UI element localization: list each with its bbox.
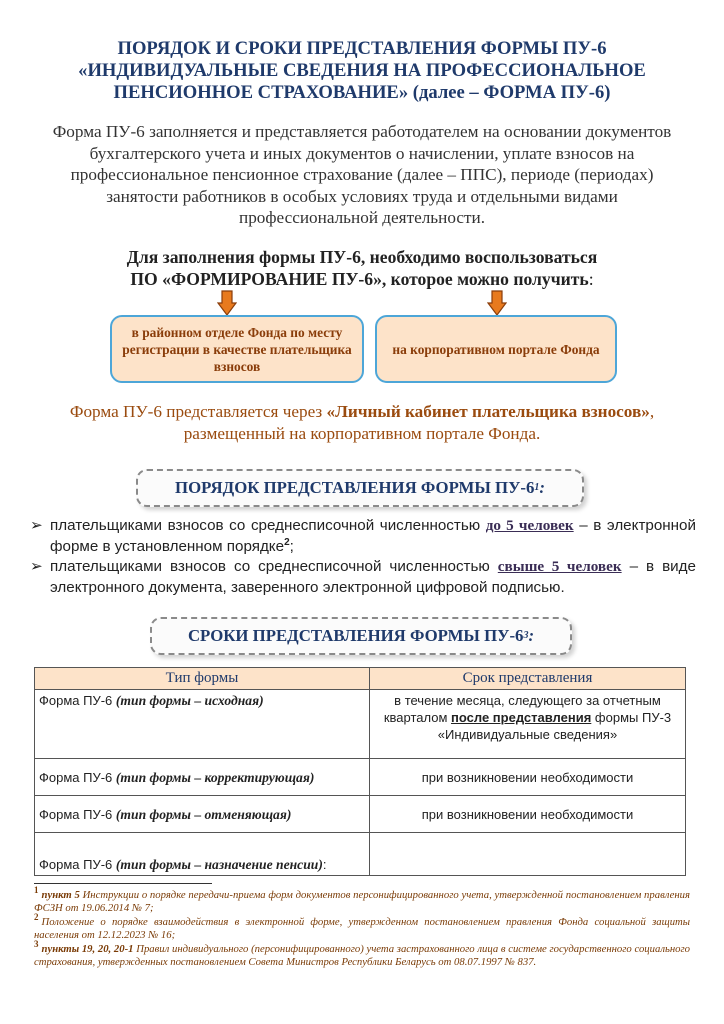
form-type: (тип формы – назначение пенсии): [115, 857, 323, 872]
software-heading-line-2: [60, 268, 664, 290]
title-line-1: ПОРЯДОК И СРОКИ ПРЕДСТАВЛЕНИЯ ФОРМЫ ПУ-6: [117, 38, 607, 59]
title-line-3: ПЕНСИОННОЕ СТРАХОВАНИЕ» (далее – ФОРМА ПУ-6): [113, 82, 611, 103]
form-colon: :: [322, 857, 327, 872]
arrow-bullet-icon: ➢: [30, 517, 43, 534]
footnote-number: 3: [34, 939, 39, 950]
term-emphasis: после представления: [451, 710, 592, 725]
list-item: [30, 516, 696, 557]
form-name: Форма ПУ-6: [39, 769, 116, 785]
software-heading-colon: :: [588, 269, 594, 289]
term-cell: [370, 690, 686, 759]
lk-link-name: «Личный кабинет плательщика взносов»: [326, 402, 650, 421]
table-row: [35, 796, 686, 833]
term-cell: при возникновении необходимости: [370, 796, 686, 833]
software-heading-line-1: Для заполнения формы ПУ-6, необходимо воспользоваться: [126, 247, 598, 267]
lk-after: , размещенный на корпоративном портале Фонда.: [183, 402, 655, 443]
bullet-text: плательщиками взносов со среднесписочной численностью: [50, 558, 498, 575]
terms-table: [34, 667, 686, 876]
terms-heading-colon: :: [528, 626, 535, 645]
footnote-text: Положение о порядке взаимодействия в электронной форме, утвержденном постановлением правления Фонда социальной защиты населения от 12.12.2023 № 16;: [34, 915, 690, 942]
form-type-cell: [35, 690, 370, 759]
footnote-number: 2: [34, 912, 39, 923]
table-row: [35, 759, 686, 796]
arrow-down-icon: [217, 290, 237, 316]
footnote-text: Инструкции о порядке передачи-приема форм документов персонифицированного учета, утвержденной постановлением правления ФСЗН от 19.06.2014 № 7;: [34, 889, 690, 915]
lk-before: Форма ПУ-6 представляется через: [69, 402, 327, 421]
bullet-text: плательщиками взносов со среднесписочной численностью: [50, 517, 486, 534]
table-row: [35, 833, 686, 876]
footnote-divider: [34, 883, 212, 884]
footnote-item: [34, 939, 691, 970]
form-type-cell: [35, 759, 370, 796]
order-list: [30, 516, 696, 598]
footnote-item: [34, 885, 690, 916]
footnote-ref: 2: [284, 536, 290, 548]
form-name: Форма ПУ-6: [39, 693, 116, 708]
footnote-lead: пункты 19, 20, 20-1: [41, 942, 134, 955]
footnotes: [34, 885, 691, 969]
form-type-cell: [35, 796, 370, 833]
option-corporate-portal: на корпоративном портале Фонда: [375, 315, 617, 383]
list-item: [30, 557, 696, 598]
bullet-emphasis: до 5 человек: [485, 517, 574, 534]
term-cell: при возникновении необходимости: [370, 759, 686, 796]
order-section-heading: ПОРЯДОК ПРЕДСТАВЛЕНИЯ ФОРМЫ ПУ-6 1 :: [136, 469, 584, 507]
bullet-end: ;: [289, 537, 294, 555]
column-header-term: Срок представления: [370, 668, 686, 690]
footnote-lead: пункт 5: [41, 889, 80, 901]
intro-paragraph: Форма ПУ-6 заполняется и представляется работодателем на основании документов бухгалтерского учета и иных документов о начислении, уплате взносов на профессиональное пенсионное страхование (далее – ППС), периоде (периодах) занятости работников в особых условиях труда и отдельными видами профессиональной деятельности.: [52, 122, 672, 227]
column-header-form-type: Тип формы: [35, 668, 370, 690]
terms-heading-text: СРОКИ ПРЕДСТАВЛЕНИЯ ФОРМЫ ПУ-6: [187, 626, 524, 645]
title-line-2: «ИНДИВИДУАЛЬНЫЕ СВЕДЕНИЯ НА ПРОФЕССИОНАЛЬНОЕ: [78, 60, 646, 81]
footnote-item: [34, 912, 690, 943]
order-heading-colon: :: [539, 478, 545, 497]
term-cell: [370, 833, 686, 876]
form-type-cell: [35, 833, 370, 876]
option-district-office: в районном отделе Фонда по месту регистрации в качестве плательщика взносов: [110, 315, 364, 383]
bullet-text: – в электронной форме в установленном порядке: [50, 517, 696, 555]
bullet-text: – в виде электронного документа, заверенного электронной цифровой подписью.: [50, 558, 696, 596]
page-title: [20, 38, 704, 104]
table-row: [35, 690, 686, 759]
software-heading-text: ПО «ФОРМИРОВАНИЕ ПУ-6», которое можно получить: [130, 269, 589, 289]
term-text: в течение месяца, следующего за отчетным кварталом: [383, 693, 661, 725]
arrow-down-icon: [487, 290, 507, 316]
term-text: формы ПУ-3 «Индивидуальные сведения»: [437, 710, 672, 742]
order-heading-text: ПОРЯДОК ПРЕДСТАВЛЕНИЯ ФОРМЫ ПУ-6: [175, 478, 535, 497]
personal-account-note: [40, 401, 684, 444]
form-name: Форма ПУ-6: [39, 857, 116, 872]
arrow-bullet-icon: ➢: [30, 558, 43, 575]
bullet-emphasis: свыше 5 человек: [497, 558, 622, 575]
form-type: (тип формы – корректирующая): [115, 769, 315, 785]
footnote-number: 1: [34, 885, 39, 896]
table-header-row: [35, 668, 686, 690]
form-name: Форма ПУ-6: [39, 806, 116, 822]
footnote-text: Правил индивидуального (персонифицированного) учета застрахованного лица в системе государственного социального страхования, утвержденных постановлением Совета Министров Республики Беларусь от 08.07.1997 № 837.: [34, 942, 691, 969]
software-heading: [60, 246, 664, 290]
form-type: (тип формы – отменяющая): [115, 806, 292, 822]
form-type: (тип формы – исходная): [115, 693, 264, 708]
terms-section-heading: СРОКИ ПРЕДСТАВЛЕНИЯ ФОРМЫ ПУ-6 3 :: [150, 617, 572, 655]
